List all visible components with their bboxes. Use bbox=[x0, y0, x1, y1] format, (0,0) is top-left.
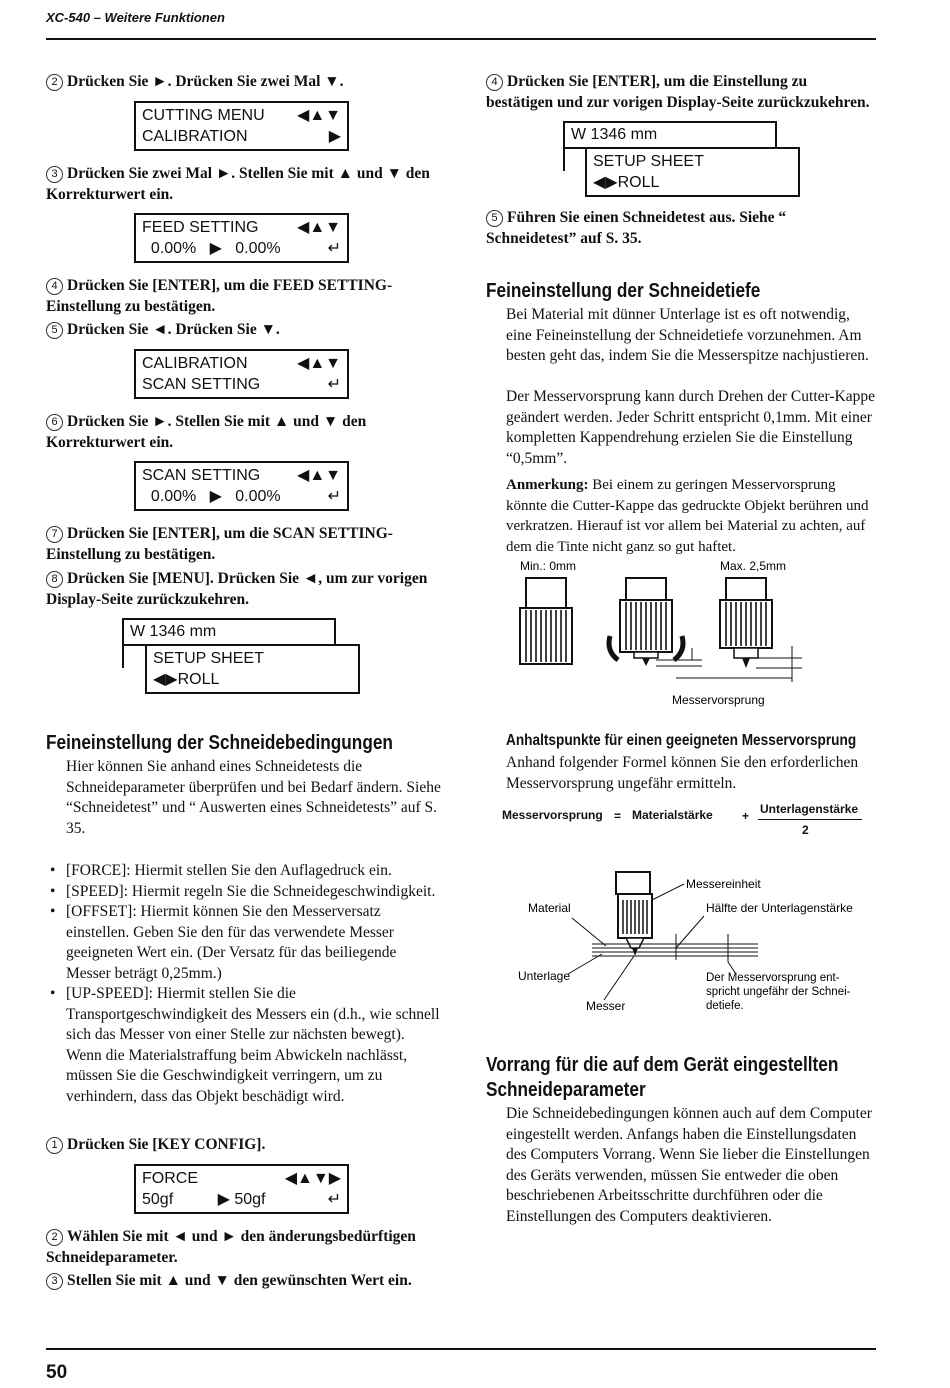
cutter-unit-icon bbox=[616, 872, 652, 956]
step-b1: 1 Drücken Sie [KEY CONFIG]. bbox=[46, 1134, 446, 1155]
note-paragraph: Anmerkung: Bei einem zu geringen Messervorsprung könnte die Cutter-Kappe das gedruckte Objekt berühren und verkratzen. Hierauf ist vor allem bei Material zu achten, auf dem die Tinte nicht ganz so gut haftet. bbox=[506, 477, 869, 555]
lcd-setup-sheet: SETUP SHEET ◀▶ROLL bbox=[585, 147, 800, 197]
lcd-back-edge bbox=[122, 644, 128, 668]
lcd-cutting-menu: CUTTING MENU ◀▲▼ CALIBRATION ▶ bbox=[134, 101, 349, 151]
running-header: XC-540 – Weitere Funktionen bbox=[46, 10, 225, 25]
subheading-guidelines: Anhaltspunkte für einen geeigneten Messervorsprung bbox=[506, 732, 857, 749]
label-note-2: spricht ungefähr der Schnei- bbox=[706, 986, 851, 998]
guidelines-text: Anhand folgender Formel können Sie den erforderlichen Messervorsprung ungefähr ermitteln. bbox=[506, 754, 859, 792]
step-b2: 2 Wählen Sie mit ◄ und ► den änderungsbedürftigen Schneideparameter. bbox=[46, 1228, 416, 1266]
depth-paragraph-2: Der Messervorsprung kann durch Drehen der Cutter-Kappe geändert werden. Jeder Schritt entspricht 0,1mm. Mit einer kompletten Kappendrehung erzielen Sie die Einstellung “0,5mm”. bbox=[506, 388, 875, 467]
step-6: 6 Drücken Sie ►. Stellen Sie mit ▲ und ▼ den Korrekturwert ein. bbox=[46, 413, 367, 451]
label-messereinheit: Messereinheit bbox=[686, 877, 761, 891]
min-label: Min.: 0mm bbox=[520, 559, 577, 573]
label-unterlage: Unterlage bbox=[518, 969, 571, 983]
step-2: 2 Drücken Sie ►. Drücken Sie zwei Mal ▼. bbox=[46, 71, 446, 92]
step-7: 7 Drücken Sie [ENTER], um die SCAN SETTING-Einstellung zu bestätigen. bbox=[46, 525, 393, 563]
list-item: • [OFFSET]: Hiermit können Sie den Messerversatz einstellen. Geben Sie den für das verwendete Messer geeigneten Wert ein. (Der Versatz für das beiliegende Messer beträgt 0,25mm.) bbox=[46, 902, 442, 984]
lcd-back-width: W 1346 mm bbox=[563, 121, 777, 149]
step-r4: 4 Drücken Sie [ENTER], um die Einstellung zu bestätigen und zur vorigen Display-Seite zurückzukehren. bbox=[486, 73, 870, 111]
blade-extension-figure bbox=[506, 556, 836, 712]
section-title-priority-2: Schneideparameter bbox=[486, 1079, 646, 1101]
step-5: 5 Drücken Sie ◄. Drücken Sie ▼. bbox=[46, 319, 446, 340]
cutter-min-icon bbox=[520, 578, 572, 664]
lcd-setup-sheet: SETUP SHEET ◀▶ROLL bbox=[145, 644, 360, 694]
step-3: 3 Drücken Sie zwei Mal ►. Stellen Sie mit ▲ und ▼ den Korrekturwert ein. bbox=[46, 165, 430, 203]
lcd-calibration: CALIBRATION ◀▲▼ SCAN SETTING ↵ bbox=[134, 349, 349, 399]
section-title-cutting-depth: Feineinstellung der Schneidetiefe bbox=[486, 280, 761, 302]
header-rule bbox=[46, 38, 876, 40]
step-b3: 3 Stellen Sie mit ▲ und ▼ den gewünschten Wert ein. bbox=[46, 1270, 446, 1291]
lcd-force: FORCE ◀▲▼▶ 50gf ▶ 50gf ↵ bbox=[134, 1164, 349, 1214]
max-label: Max. 2,5mm bbox=[720, 559, 787, 573]
section-title-priority-1: Vorrang für die auf dem Gerät eingestellten bbox=[486, 1054, 839, 1076]
cutting-depth-figure bbox=[506, 870, 876, 1020]
label-messer: Messer bbox=[586, 999, 626, 1013]
blade-extension-caption: Messervorsprung bbox=[672, 693, 765, 707]
lcd-back-edge bbox=[563, 147, 569, 171]
depth-paragraph-1: Bei Material mit dünner Unterlage ist es oft notwendig, eine Feineinstellung der Schneidetiefe vorzunehmen. Am besten geht das, indem Sie die Messerspitze nachjustieren. bbox=[506, 306, 869, 364]
step-8: 8 Drücken Sie [MENU]. Drücken Sie ◄, um zur vorigen Display-Seite zurückzukehren. bbox=[46, 570, 428, 608]
fraction-bar bbox=[758, 819, 862, 820]
list-item: • [SPEED]: Hiermit regeln Sie die Schneidegeschwindigkeit. bbox=[46, 882, 442, 903]
lcd-scan-setting: SCAN SETTING ◀▲▼ 0.00% ▶ 0.00% ↵ bbox=[134, 461, 349, 511]
step-r5: 5 Führen Sie einen Schneidetest aus. Siehe “ Schneidetest” auf S. 35. bbox=[486, 209, 787, 247]
priority-text: Die Schneidebedingungen können auch auf dem Computer eingestellt werden. Anfangs haben die Einstellungsdaten des Computers Vorrang. Wenn Sie lieber die Einstellungen des Geräts verwenden, müssen Sie entweder die oben beschriebenen Arbeitsschritte durchführen oder die Einstellungen des Computers deaktivieren. bbox=[506, 1105, 872, 1225]
label-note-3: detiefe. bbox=[706, 1000, 744, 1012]
parameter-list bbox=[46, 861, 442, 1107]
lcd-back-width: W 1346 mm bbox=[122, 618, 336, 646]
page-number: 50 bbox=[46, 1362, 68, 1383]
section-title-cutting-conditions: Feineinstellung der Schneidebedingungen bbox=[46, 732, 393, 754]
blade-formula: Messervorsprung = Materialstärke + Unterlagenstärke 2 bbox=[502, 806, 872, 842]
label-haelfte: Hälfte der Unterlagenstärke bbox=[706, 901, 853, 915]
lcd-feed-setting: FEED SETTING ◀▲▼ 0.00% ▶ 0.00% ↵ bbox=[134, 213, 349, 263]
list-item: • [UP-SPEED]: Hiermit stellen Sie die Transportgeschwindigkeit des Messers ein (d.h., wie schnell sich das Messer von einer Stelle zur nächsten bewegt). Wenn die Materialstraffung beim Abwickeln nachlässt, müssen Sie die Geschwindigkeit verringern, um zu verhindern, dass das Objekt beschädigt wird. bbox=[46, 984, 442, 1107]
cutter-rotate-icon bbox=[609, 578, 702, 666]
intro-text: Hier können Sie anhand eines Schneidetests die Schneideparameter überprüfen und bei Bedarf ändern. Siehe “Schneidetest” und “ Auswerten eines Schneidetests” auf S. 35. bbox=[66, 758, 441, 837]
footer-rule bbox=[46, 1348, 876, 1350]
label-material: Material bbox=[528, 901, 571, 915]
step-4: 4 Drücken Sie [ENTER], um die FEED SETTING-Einstellung zu bestätigen. bbox=[46, 277, 393, 315]
label-note-1: Der Messervorsprung ent- bbox=[706, 972, 840, 984]
list-item: • [FORCE]: Hiermit stellen Sie den Auflagedruck ein. bbox=[46, 861, 442, 882]
